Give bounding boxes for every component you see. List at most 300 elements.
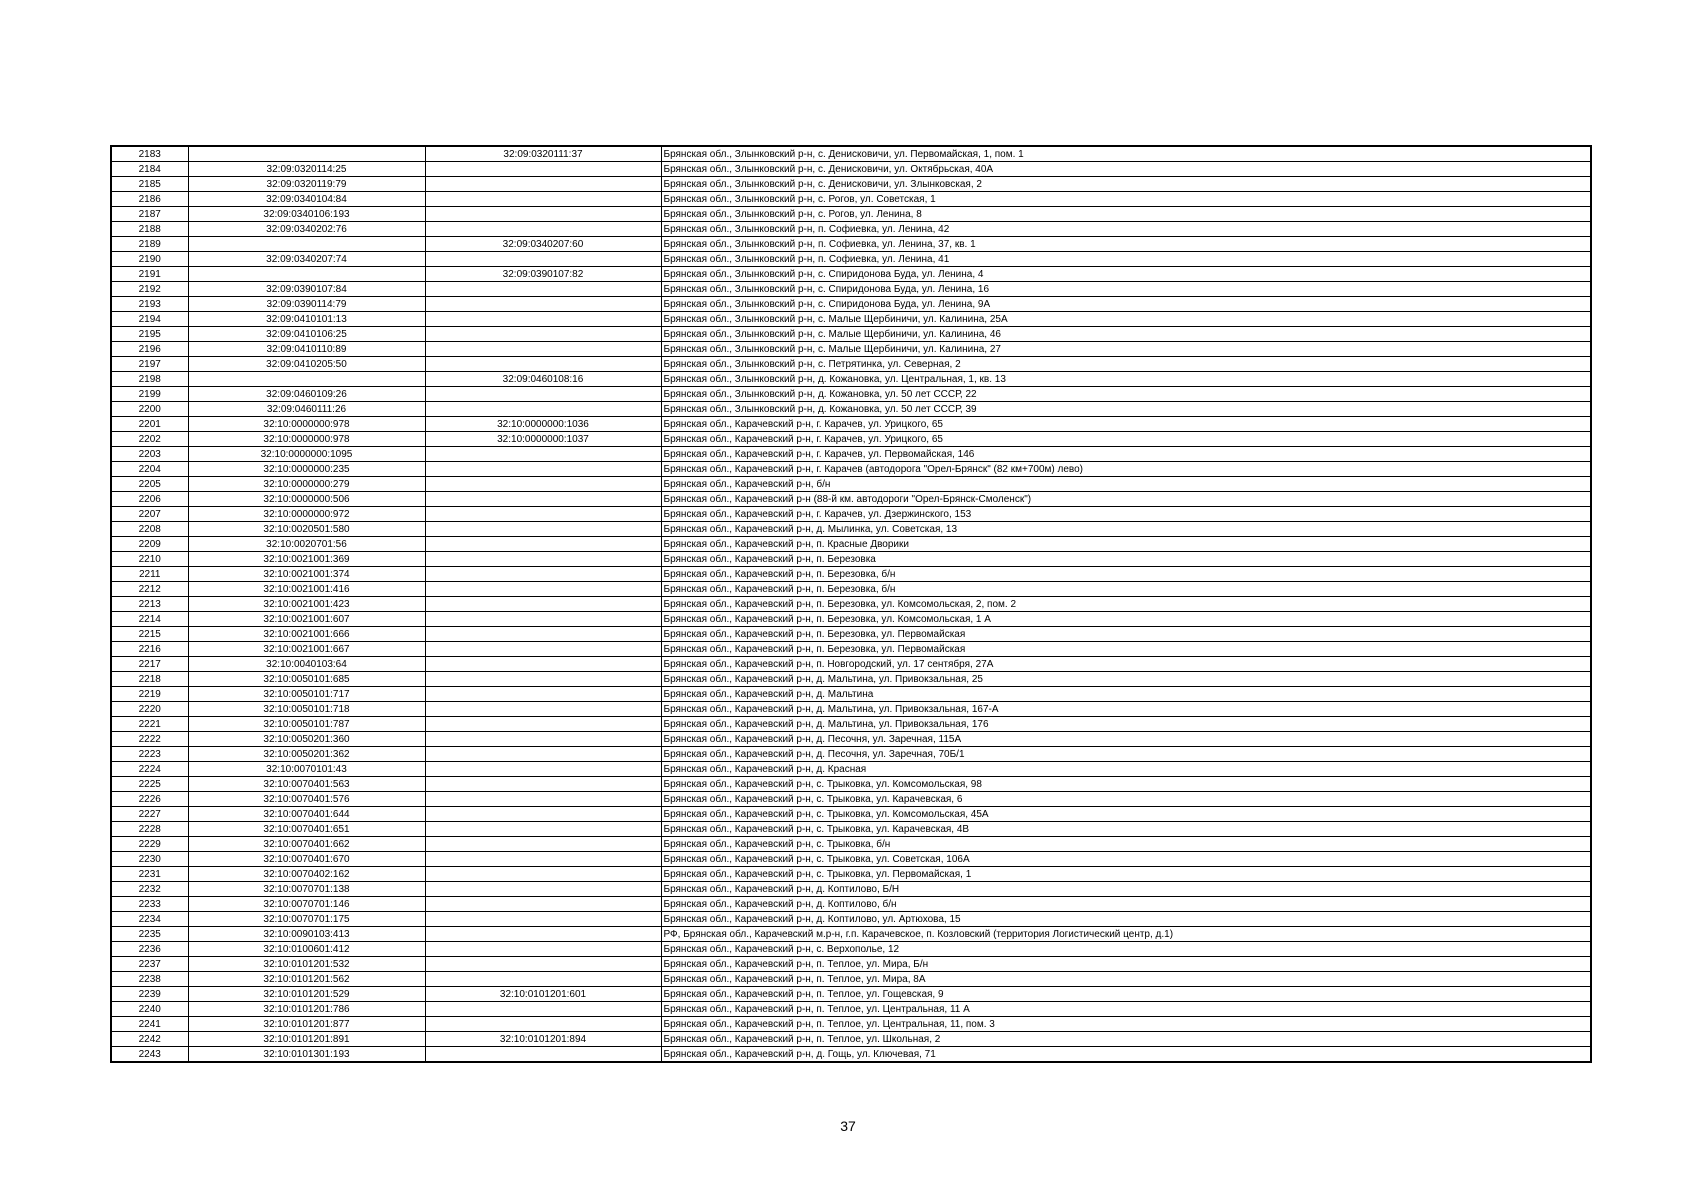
row-number-cell: 2207 bbox=[111, 507, 188, 522]
row-number-cell: 2230 bbox=[111, 852, 188, 867]
address-cell: Брянская обл., Карачевский р-н, п. Новгородский, ул. 17 сентября, 27А bbox=[661, 657, 1591, 672]
address-cell: Брянская обл., Карачевский р-н, г. Карачев, ул. Первомайская, 146 bbox=[661, 447, 1591, 462]
address-cell: Брянская обл., Карачевский р-н, п. Теплое, ул. Мира, Б/н bbox=[661, 957, 1591, 972]
cadastral-number-building-cell: 32:10:0101201:894 bbox=[425, 1032, 661, 1047]
table-row bbox=[111, 252, 1591, 267]
table-row bbox=[111, 192, 1591, 207]
cadastral-number-building-cell bbox=[425, 567, 661, 582]
cadastral-number-building-cell bbox=[425, 732, 661, 747]
cadastral-number-land-cell: 32:10:0050101:717 bbox=[188, 687, 425, 702]
cadastral-number-land-cell: 32:09:0340104:84 bbox=[188, 192, 425, 207]
cadastral-number-building-cell bbox=[425, 177, 661, 192]
cadastral-number-building-cell bbox=[425, 477, 661, 492]
cadastral-number-land-cell: 32:10:0000000:1095 bbox=[188, 447, 425, 462]
address-cell: Брянская обл., Карачевский р-н, д. Мальтина, ул. Привокзальная, 167-А bbox=[661, 702, 1591, 717]
table-row bbox=[111, 762, 1591, 777]
address-cell: Брянская обл., Карачевский р-н, с. Трыковка, ул. Комсомольская, 98 bbox=[661, 777, 1591, 792]
table-row bbox=[111, 552, 1591, 567]
cadastral-number-building-cell bbox=[425, 252, 661, 267]
cadastral-number-land-cell: 32:10:0101201:891 bbox=[188, 1032, 425, 1047]
cadastral-number-building-cell bbox=[425, 897, 661, 912]
address-cell: Брянская обл., Карачевский р-н, с. Трыковка, ул. Карачевская, 6 bbox=[661, 792, 1591, 807]
address-cell: Брянская обл., Карачевский р-н, д. Коптилово, Б/Н bbox=[661, 882, 1591, 897]
cadastral-number-building-cell bbox=[425, 612, 661, 627]
row-number-cell: 2210 bbox=[111, 552, 188, 567]
cadastral-number-building-cell: 32:09:0340207:60 bbox=[425, 237, 661, 252]
address-cell: Брянская обл., Злынковский р-н, д. Кожановка, ул. 50 лет СССР, 22 bbox=[661, 387, 1591, 402]
address-cell: Брянская обл., Карачевский р-н, д. Гощь, ул. Ключевая, 71 bbox=[661, 1047, 1591, 1063]
cadastral-number-land-cell: 32:10:0021001:666 bbox=[188, 627, 425, 642]
row-number-cell: 2203 bbox=[111, 447, 188, 462]
table-row bbox=[111, 1017, 1591, 1032]
address-cell: Брянская обл., Карачевский р-н, д. Красная bbox=[661, 762, 1591, 777]
table-row bbox=[111, 582, 1591, 597]
address-cell: Брянская обл., Карачевский р-н, г. Карачев (автодорога "Орел-Брянск" (82 км+700м) лево) bbox=[661, 462, 1591, 477]
cadastral-number-land-cell: 32:09:0410106:25 bbox=[188, 327, 425, 342]
cadastral-number-land-cell: 32:10:0021001:374 bbox=[188, 567, 425, 582]
cadastral-number-land-cell: 32:10:0101201:786 bbox=[188, 1002, 425, 1017]
row-number-cell: 2218 bbox=[111, 672, 188, 687]
cadastral-number-building-cell bbox=[425, 522, 661, 537]
cadastral-number-building-cell bbox=[425, 702, 661, 717]
table-row bbox=[111, 402, 1591, 417]
row-number-cell: 2221 bbox=[111, 717, 188, 732]
address-cell: Брянская обл., Карачевский р-н, с. Трыковка, б/н bbox=[661, 837, 1591, 852]
cadastral-number-land-cell: 32:09:0460111:26 bbox=[188, 402, 425, 417]
row-number-cell: 2215 bbox=[111, 627, 188, 642]
row-number-cell: 2193 bbox=[111, 297, 188, 312]
address-cell: Брянская обл., Карачевский р-н, с. Трыковка, ул. Карачевская, 4В bbox=[661, 822, 1591, 837]
cadastral-number-land-cell: 32:10:0101201:562 bbox=[188, 972, 425, 987]
cadastral-number-land-cell: 32:10:0070401:576 bbox=[188, 792, 425, 807]
row-number-cell: 2199 bbox=[111, 387, 188, 402]
cadastral-number-land-cell: 32:10:0021001:416 bbox=[188, 582, 425, 597]
cadastral-number-land-cell: 32:10:0070401:662 bbox=[188, 837, 425, 852]
table-row bbox=[111, 522, 1591, 537]
cadastral-number-land-cell: 32:10:0050101:718 bbox=[188, 702, 425, 717]
address-cell: Брянская обл., Карачевский р-н, г. Карачев, ул. Дзержинского, 153 bbox=[661, 507, 1591, 522]
cadastral-number-building-cell: 32:09:0320111:37 bbox=[425, 146, 661, 162]
cadastral-number-land-cell: 32:10:0050101:787 bbox=[188, 717, 425, 732]
address-cell: Брянская обл., Карачевский р-н, п. Березовка, б/н bbox=[661, 567, 1591, 582]
address-cell: Брянская обл., Злынковский р-н, с. Малые Щербиничи, ул. Калинина, 46 bbox=[661, 327, 1591, 342]
table-row bbox=[111, 657, 1591, 672]
table-row bbox=[111, 432, 1591, 447]
cadastral-number-land-cell: 32:09:0320114:25 bbox=[188, 162, 425, 177]
address-cell: Брянская обл., Карачевский р-н, п. Березовка, ул. Первомайская bbox=[661, 642, 1591, 657]
row-number-cell: 2184 bbox=[111, 162, 188, 177]
cadastral-number-land-cell: 32:10:0070701:175 bbox=[188, 912, 425, 927]
address-cell: Брянская обл., Карачевский р-н, д. Песочня, ул. Заречная, 115А bbox=[661, 732, 1591, 747]
cadastral-number-building-cell bbox=[425, 942, 661, 957]
address-cell: Брянская обл., Карачевский р-н, п. Теплое, ул. Мира, 8А bbox=[661, 972, 1591, 987]
row-number-cell: 2212 bbox=[111, 582, 188, 597]
row-number-cell: 2191 bbox=[111, 267, 188, 282]
address-cell: Брянская обл., Карачевский р-н, г. Карачев, ул. Урицкого, 65 bbox=[661, 417, 1591, 432]
cadastral-number-building-cell bbox=[425, 387, 661, 402]
table-row bbox=[111, 162, 1591, 177]
cadastral-number-building-cell bbox=[425, 657, 661, 672]
cadastral-number-land-cell: 32:10:0020501:580 bbox=[188, 522, 425, 537]
register-table-body bbox=[111, 146, 1591, 1062]
address-cell: Брянская обл., Злынковский р-н, с. Денисковичи, ул. Первомайская, 1, пом. 1 bbox=[661, 146, 1591, 162]
row-number-cell: 2197 bbox=[111, 357, 188, 372]
table-row bbox=[111, 867, 1591, 882]
address-cell: Брянская обл., Злынковский р-н, с. Спиридонова Буда, ул. Ленина, 16 bbox=[661, 282, 1591, 297]
cadastral-number-land-cell: 32:10:0100601:412 bbox=[188, 942, 425, 957]
address-cell: Брянская обл., Злынковский р-н, с. Денисковичи, ул. Злынковская, 2 bbox=[661, 177, 1591, 192]
cadastral-number-land-cell: 32:10:0000000:972 bbox=[188, 507, 425, 522]
cadastral-number-land-cell: 32:10:0070701:146 bbox=[188, 897, 425, 912]
cadastral-number-building-cell bbox=[425, 777, 661, 792]
cadastral-number-building-cell bbox=[425, 162, 661, 177]
address-cell: Брянская обл., Злынковский р-н, с. Рогов, ул. Ленина, 8 bbox=[661, 207, 1591, 222]
address-cell: Брянская обл., Карачевский р-н, п. Теплое, ул. Центральная, 11, пом. 3 bbox=[661, 1017, 1591, 1032]
table-row bbox=[111, 267, 1591, 282]
cadastral-number-land-cell: 32:10:0070401:563 bbox=[188, 777, 425, 792]
table-row bbox=[111, 822, 1591, 837]
table-row bbox=[111, 687, 1591, 702]
row-number-cell: 2234 bbox=[111, 912, 188, 927]
row-number-cell: 2186 bbox=[111, 192, 188, 207]
address-cell: Брянская обл., Карачевский р-н, с. Трыковка, ул. Первомайская, 1 bbox=[661, 867, 1591, 882]
address-cell: Брянская обл., Карачевский р-н, с. Верхополье, 12 bbox=[661, 942, 1591, 957]
address-cell: Брянская обл., Карачевский р-н, п. Березовка, ул. Первомайская bbox=[661, 627, 1591, 642]
row-number-cell: 2220 bbox=[111, 702, 188, 717]
cadastral-number-land-cell: 32:10:0000000:235 bbox=[188, 462, 425, 477]
row-number-cell: 2206 bbox=[111, 492, 188, 507]
cadastral-number-building-cell bbox=[425, 957, 661, 972]
cadastral-number-land-cell: 32:10:0101201:529 bbox=[188, 987, 425, 1002]
cadastral-number-building-cell bbox=[425, 342, 661, 357]
row-number-cell: 2237 bbox=[111, 957, 188, 972]
row-number-cell: 2187 bbox=[111, 207, 188, 222]
row-number-cell: 2185 bbox=[111, 177, 188, 192]
row-number-cell: 2233 bbox=[111, 897, 188, 912]
cadastral-number-building-cell: 32:10:0101201:601 bbox=[425, 987, 661, 1002]
table-row bbox=[111, 792, 1591, 807]
cadastral-number-building-cell bbox=[425, 762, 661, 777]
address-cell: Брянская обл., Злынковский р-н, с. Малые Щербиничи, ул. Калинина, 27 bbox=[661, 342, 1591, 357]
cadastral-number-land-cell: 32:09:0390107:84 bbox=[188, 282, 425, 297]
table-row bbox=[111, 312, 1591, 327]
address-cell: Брянская обл., Злынковский р-н, с. Петрятинка, ул. Северная, 2 bbox=[661, 357, 1591, 372]
address-cell: Брянская обл., Карачевский р-н, п. Красные Дворики bbox=[661, 537, 1591, 552]
cadastral-number-building-cell bbox=[425, 597, 661, 612]
cadastral-number-land-cell: 32:09:0340202:76 bbox=[188, 222, 425, 237]
row-number-cell: 2205 bbox=[111, 477, 188, 492]
cadastral-number-building-cell bbox=[425, 642, 661, 657]
cadastral-number-land-cell bbox=[188, 146, 425, 162]
cadastral-number-building-cell bbox=[425, 867, 661, 882]
row-number-cell: 2209 bbox=[111, 537, 188, 552]
address-cell: Брянская обл., Карачевский р-н, п. Березовка bbox=[661, 552, 1591, 567]
cadastral-number-land-cell: 32:10:0020701:56 bbox=[188, 537, 425, 552]
table-row bbox=[111, 927, 1591, 942]
table-row bbox=[111, 1002, 1591, 1017]
table-row bbox=[111, 612, 1591, 627]
address-cell: Брянская обл., Карачевский р-н, п. Березовка, б/н bbox=[661, 582, 1591, 597]
cadastral-number-land-cell: 32:10:0000000:279 bbox=[188, 477, 425, 492]
table-row bbox=[111, 972, 1591, 987]
address-cell: Брянская обл., Карачевский р-н, д. Коптилово, ул. Артюхова, 15 bbox=[661, 912, 1591, 927]
cadastral-number-building-cell bbox=[425, 822, 661, 837]
row-number-cell: 2202 bbox=[111, 432, 188, 447]
table-row bbox=[111, 987, 1591, 1002]
row-number-cell: 2219 bbox=[111, 687, 188, 702]
cadastral-number-building-cell bbox=[425, 792, 661, 807]
cadastral-number-land-cell: 32:10:0021001:369 bbox=[188, 552, 425, 567]
row-number-cell: 2189 bbox=[111, 237, 188, 252]
cadastral-number-building-cell bbox=[425, 972, 661, 987]
table-row bbox=[111, 177, 1591, 192]
cadastral-number-land-cell: 32:09:0390114:79 bbox=[188, 297, 425, 312]
table-row bbox=[111, 567, 1591, 582]
table-row bbox=[111, 342, 1591, 357]
row-number-cell: 2229 bbox=[111, 837, 188, 852]
table-row bbox=[111, 732, 1591, 747]
cadastral-number-land-cell: 32:10:0000000:978 bbox=[188, 417, 425, 432]
row-number-cell: 2201 bbox=[111, 417, 188, 432]
cadastral-number-building-cell bbox=[425, 717, 661, 732]
table-row bbox=[111, 837, 1591, 852]
row-number-cell: 2196 bbox=[111, 342, 188, 357]
table-row bbox=[111, 357, 1591, 372]
cadastral-number-building-cell: 32:09:0390107:82 bbox=[425, 267, 661, 282]
cadastral-number-building-cell bbox=[425, 537, 661, 552]
cadastral-number-land-cell: 32:10:0090103:413 bbox=[188, 927, 425, 942]
cadastral-number-building-cell bbox=[425, 222, 661, 237]
cadastral-number-land-cell: 32:09:0410110:89 bbox=[188, 342, 425, 357]
cadastral-number-land-cell: 32:10:0101301:193 bbox=[188, 1047, 425, 1063]
row-number-cell: 2195 bbox=[111, 327, 188, 342]
table-row bbox=[111, 852, 1591, 867]
address-cell: Брянская обл., Злынковский р-н, п. Софиевка, ул. Ленина, 42 bbox=[661, 222, 1591, 237]
row-number-cell: 2241 bbox=[111, 1017, 188, 1032]
cadastral-number-land-cell: 32:10:0000000:506 bbox=[188, 492, 425, 507]
cadastral-number-land-cell: 32:09:0340207:74 bbox=[188, 252, 425, 267]
cadastral-number-building-cell bbox=[425, 507, 661, 522]
row-number-cell: 2243 bbox=[111, 1047, 188, 1063]
cadastral-number-building-cell bbox=[425, 492, 661, 507]
cadastral-number-land-cell: 32:09:0460109:26 bbox=[188, 387, 425, 402]
cadastral-number-building-cell bbox=[425, 282, 661, 297]
cadastral-number-building-cell bbox=[425, 807, 661, 822]
address-cell: Брянская обл., Злынковский р-н, д. Кожановка, ул. Центральная, 1, кв. 13 bbox=[661, 372, 1591, 387]
address-cell: Брянская обл., Злынковский р-н, д. Кожановка, ул. 50 лет СССР, 39 bbox=[661, 402, 1591, 417]
cadastral-number-land-cell: 32:09:0410101:13 bbox=[188, 312, 425, 327]
row-number-cell: 2183 bbox=[111, 146, 188, 162]
table-row bbox=[111, 807, 1591, 822]
table-row bbox=[111, 942, 1591, 957]
table-row bbox=[111, 627, 1591, 642]
cadastral-number-land-cell: 32:09:0320119:79 bbox=[188, 177, 425, 192]
table-row bbox=[111, 417, 1591, 432]
address-cell: Брянская обл., Карачевский р-н, п. Березовка, ул. Комсомольская, 1 А bbox=[661, 612, 1591, 627]
row-number-cell: 2223 bbox=[111, 747, 188, 762]
table-row bbox=[111, 237, 1591, 252]
table-row bbox=[111, 462, 1591, 477]
address-cell: Брянская обл., Злынковский р-н, с. Рогов, ул. Советская, 1 bbox=[661, 192, 1591, 207]
address-cell: Брянская обл., Карачевский р-н, д. Песочня, ул. Заречная, 70Б/1 bbox=[661, 747, 1591, 762]
cadastral-number-building-cell: 32:10:0000000:1037 bbox=[425, 432, 661, 447]
table-row bbox=[111, 387, 1591, 402]
cadastral-number-building-cell bbox=[425, 627, 661, 642]
address-cell: Брянская обл., Карачевский р-н, д. Мальтина, ул. Привокзальная, 25 bbox=[661, 672, 1591, 687]
address-cell: Брянская обл., Карачевский р-н, п. Теплое, ул. Гощевская, 9 bbox=[661, 987, 1591, 1002]
row-number-cell: 2236 bbox=[111, 942, 188, 957]
cadastral-number-land-cell bbox=[188, 372, 425, 387]
cadastral-number-building-cell bbox=[425, 837, 661, 852]
cadastral-number-building-cell bbox=[425, 447, 661, 462]
address-cell: Брянская обл., Карачевский р-н (88-й км. автодороги "Орел-Брянск-Смоленск") bbox=[661, 492, 1591, 507]
table-row bbox=[111, 447, 1591, 462]
cadastral-number-building-cell bbox=[425, 192, 661, 207]
row-number-cell: 2198 bbox=[111, 372, 188, 387]
cadastral-number-land-cell: 32:10:0070701:138 bbox=[188, 882, 425, 897]
address-cell: Брянская обл., Злынковский р-н, с. Денисковичи, ул. Октябрьская, 40А bbox=[661, 162, 1591, 177]
address-cell: Брянская обл., Злынковский р-н, п. Софиевка, ул. Ленина, 41 bbox=[661, 252, 1591, 267]
cadastral-number-land-cell bbox=[188, 237, 425, 252]
address-cell: Брянская обл., Карачевский р-н, п. Теплое, ул. Центральная, 11 А bbox=[661, 1002, 1591, 1017]
cadastral-number-building-cell bbox=[425, 1002, 661, 1017]
row-number-cell: 2204 bbox=[111, 462, 188, 477]
cadastral-number-building-cell bbox=[425, 402, 661, 417]
table-row bbox=[111, 597, 1591, 612]
cadastral-number-building-cell bbox=[425, 207, 661, 222]
row-number-cell: 2228 bbox=[111, 822, 188, 837]
table-row bbox=[111, 672, 1591, 687]
row-number-cell: 2194 bbox=[111, 312, 188, 327]
cadastral-number-land-cell: 32:10:0101201:877 bbox=[188, 1017, 425, 1032]
cadastral-number-building-cell bbox=[425, 687, 661, 702]
cadastral-number-building-cell bbox=[425, 582, 661, 597]
cadastral-number-building-cell bbox=[425, 882, 661, 897]
cadastral-number-building-cell bbox=[425, 912, 661, 927]
address-cell: Брянская обл., Карачевский р-н, б/н bbox=[661, 477, 1591, 492]
address-cell: Брянская обл., Карачевский р-н, д. Мылинка, ул. Советская, 13 bbox=[661, 522, 1591, 537]
table-row bbox=[111, 1032, 1591, 1047]
address-cell: Брянская обл., Карачевский р-н, п. Березовка, ул. Комсомольская, 2, пом. 2 bbox=[661, 597, 1591, 612]
cadastral-number-land-cell: 32:10:0070101:43 bbox=[188, 762, 425, 777]
address-cell: Брянская обл., Карачевский р-н, д. Мальтина bbox=[661, 687, 1591, 702]
cadastral-number-land-cell: 32:09:0340106:193 bbox=[188, 207, 425, 222]
cadastral-number-land-cell: 32:10:0070402:162 bbox=[188, 867, 425, 882]
address-cell: Брянская обл., Злынковский р-н, с. Малые Щербиничи, ул. Калинина, 25А bbox=[661, 312, 1591, 327]
row-number-cell: 2235 bbox=[111, 927, 188, 942]
table-row bbox=[111, 327, 1591, 342]
table-row bbox=[111, 492, 1591, 507]
row-number-cell: 2222 bbox=[111, 732, 188, 747]
cadastral-number-land-cell: 32:10:0021001:607 bbox=[188, 612, 425, 627]
table-row bbox=[111, 207, 1591, 222]
table-row bbox=[111, 777, 1591, 792]
row-number-cell: 2224 bbox=[111, 762, 188, 777]
row-number-cell: 2242 bbox=[111, 1032, 188, 1047]
table-row bbox=[111, 882, 1591, 897]
row-number-cell: 2200 bbox=[111, 402, 188, 417]
table-row bbox=[111, 717, 1591, 732]
row-number-cell: 2211 bbox=[111, 567, 188, 582]
address-cell: Брянская обл., Карачевский р-н, п. Теплое, ул. Школьная, 2 bbox=[661, 1032, 1591, 1047]
cadastral-number-building-cell bbox=[425, 672, 661, 687]
cadastral-number-building-cell bbox=[425, 1047, 661, 1063]
table-row bbox=[111, 372, 1591, 387]
row-number-cell: 2240 bbox=[111, 1002, 188, 1017]
cadastral-number-land-cell: 32:10:0021001:423 bbox=[188, 597, 425, 612]
cadastral-number-land-cell: 32:10:0070401:644 bbox=[188, 807, 425, 822]
register-table bbox=[110, 145, 1592, 1063]
cadastral-number-building-cell bbox=[425, 312, 661, 327]
page-number: 37 bbox=[840, 1118, 856, 1134]
cadastral-number-building-cell bbox=[425, 297, 661, 312]
cadastral-number-land-cell bbox=[188, 267, 425, 282]
address-cell: Брянская обл., Карачевский р-н, г. Карачев, ул. Урицкого, 65 bbox=[661, 432, 1591, 447]
cadastral-number-land-cell: 32:09:0410205:50 bbox=[188, 357, 425, 372]
table-row bbox=[111, 747, 1591, 762]
cadastral-number-building-cell bbox=[425, 1017, 661, 1032]
row-number-cell: 2231 bbox=[111, 867, 188, 882]
address-cell: Брянская обл., Карачевский р-н, с. Трыковка, ул. Комсомольская, 45А bbox=[661, 807, 1591, 822]
cadastral-number-building-cell bbox=[425, 927, 661, 942]
row-number-cell: 2238 bbox=[111, 972, 188, 987]
cadastral-number-land-cell: 32:10:0050201:362 bbox=[188, 747, 425, 762]
table-row bbox=[111, 957, 1591, 972]
address-cell: Брянская обл., Карачевский р-н, д. Коптилово, б/н bbox=[661, 897, 1591, 912]
cadastral-number-building-cell bbox=[425, 852, 661, 867]
cadastral-number-land-cell: 32:10:0000000:978 bbox=[188, 432, 425, 447]
row-number-cell: 2192 bbox=[111, 282, 188, 297]
cadastral-number-land-cell: 32:10:0070401:670 bbox=[188, 852, 425, 867]
row-number-cell: 2188 bbox=[111, 222, 188, 237]
cadastral-number-land-cell: 32:10:0040103:64 bbox=[188, 657, 425, 672]
table-row bbox=[111, 477, 1591, 492]
table-row bbox=[111, 897, 1591, 912]
cadastral-number-land-cell: 32:10:0070401:651 bbox=[188, 822, 425, 837]
table-row bbox=[111, 146, 1591, 162]
address-cell: Брянская обл., Карачевский р-н, д. Мальтина, ул. Привокзальная, 176 bbox=[661, 717, 1591, 732]
table-row bbox=[111, 702, 1591, 717]
row-number-cell: 2208 bbox=[111, 522, 188, 537]
cadastral-number-building-cell bbox=[425, 552, 661, 567]
cadastral-number-land-cell: 32:10:0101201:532 bbox=[188, 957, 425, 972]
address-cell: Брянская обл., Злынковский р-н, с. Спиридонова Буда, ул. Ленина, 9А bbox=[661, 297, 1591, 312]
cadastral-number-building-cell: 32:09:0460108:16 bbox=[425, 372, 661, 387]
row-number-cell: 2213 bbox=[111, 597, 188, 612]
cadastral-number-land-cell: 32:10:0021001:667 bbox=[188, 642, 425, 657]
table-row bbox=[111, 537, 1591, 552]
cadastral-number-building-cell bbox=[425, 747, 661, 762]
cadastral-number-building-cell bbox=[425, 357, 661, 372]
cadastral-number-building-cell bbox=[425, 462, 661, 477]
cadastral-number-land-cell: 32:10:0050201:360 bbox=[188, 732, 425, 747]
table-row bbox=[111, 912, 1591, 927]
row-number-cell: 2217 bbox=[111, 657, 188, 672]
table-row bbox=[111, 222, 1591, 237]
row-number-cell: 2232 bbox=[111, 882, 188, 897]
cadastral-number-building-cell: 32:10:0000000:1036 bbox=[425, 417, 661, 432]
cadastral-number-land-cell: 32:10:0050101:685 bbox=[188, 672, 425, 687]
address-cell: Брянская обл., Злынковский р-н, п. Софиевка, ул. Ленина, 37, кв. 1 bbox=[661, 237, 1591, 252]
address-cell: РФ, Брянская обл., Карачевский м.р-н, г.п. Карачевское, п. Козловский (территория Логистический центр, д.1) bbox=[661, 927, 1591, 942]
table-row bbox=[111, 642, 1591, 657]
table-row bbox=[111, 1047, 1591, 1063]
table-row bbox=[111, 282, 1591, 297]
table-row bbox=[111, 507, 1591, 522]
table-row bbox=[111, 297, 1591, 312]
cadastral-number-building-cell bbox=[425, 327, 661, 342]
row-number-cell: 2214 bbox=[111, 612, 188, 627]
